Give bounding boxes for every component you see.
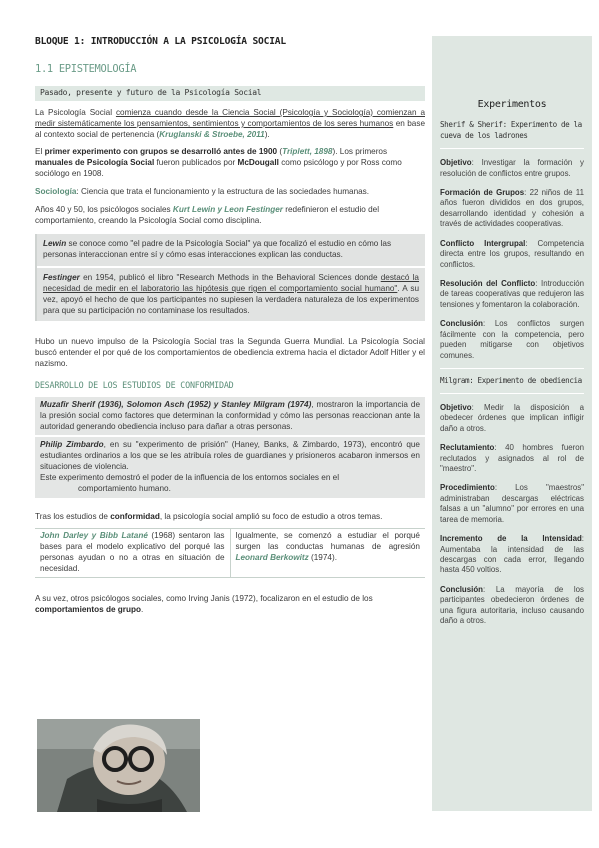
sherif-intergroup-conflict [440, 239, 584, 270]
paragraph-intro [35, 108, 425, 140]
text: , mostraron la importancia de la presión social como factores que determinan la conformidad y cómo las personas reaccionan ante la autoridad generando obediencia incluso para dañar a otras personas. [40, 399, 421, 431]
document-title: BLOQUE 1: INTRODUCCIÓN A LA PSICOLOGÍA SOCIAL [35, 36, 286, 47]
text: ). [264, 129, 270, 139]
citation: Leonard Berkowitz [235, 553, 309, 563]
text: ( [277, 147, 283, 157]
text: como psicólogo y por Ross como sociólogo en 1908. [35, 158, 402, 179]
item-text: : Los conflictos surgen fácilmente con la competencia, pero pueden mitigarse con objetivos comunes. [440, 319, 584, 360]
citation: Muzafir Sherif (1936), Solomon Asch (1952) y Stanley Milgram (1974) [40, 399, 312, 409]
item-text: : 22 niños de 11 años fueron divididos en dos grupos, desarrollando identidad y cohesión a través de actividades cooperativas. [440, 188, 584, 229]
milgram-intensity [440, 534, 584, 576]
text: Tras los estudios de [35, 511, 111, 521]
citation: Kurt Lewin y Leon Festinger [172, 204, 283, 214]
text: Este experimento demostró el poder de la influencia de los entornos sociales en el [40, 472, 340, 482]
item-label: Resolución del Conflicto [440, 278, 536, 288]
sidebar-title: Experimentos [477, 99, 547, 110]
milgram-recruitment [440, 443, 584, 474]
item-text: : Introducción de tareas cooperativas que redujeron las tensiones y fomentaron la colaboración. [440, 278, 584, 309]
paragraph-lewin-festinger [35, 205, 425, 227]
citation: John Darley y Bibb Latané [40, 531, 148, 541]
item-label: Incremento de la Intensidad [440, 534, 582, 544]
milgram-conclusion [440, 585, 584, 627]
item-label: Reclutamiento [440, 443, 495, 453]
text: La Psicología Social [35, 107, 116, 117]
item-label: Formación de Grupos [440, 188, 525, 198]
bold-text: primer experimento con grupos se desarrolló antes de 1900 [44, 147, 278, 157]
sherif-objective [440, 158, 584, 179]
text: ). Los primeros [332, 147, 388, 157]
lewin-note [37, 234, 425, 266]
section-title: 1.1 EPISTEMOLOGÍA [35, 62, 137, 75]
conformity-subheading: DESARROLLO DE LOS ESTUDIOS DE CONFORMIDAD [35, 379, 234, 390]
table-cell-berkowitz [230, 529, 425, 577]
festinger-note [37, 266, 425, 321]
table-cell-darley-latane [35, 529, 230, 577]
text: , la psicología social amplió su foco de estudio a otros temas. [159, 511, 383, 521]
sherif-conclusion [440, 319, 584, 361]
item-text: : 40 hombres fueron reclutados y asignados al rol de "maestro". [440, 443, 584, 474]
definition-term: Sociología [35, 186, 77, 196]
text: : Ciencia que trata el funcionamiento y la estructura de las sociedades humanas. [76, 186, 370, 196]
citation: Kruglanski & Stroebe, 2011 [159, 129, 265, 139]
experiments-sidebar [432, 36, 592, 811]
milgram-procedure [440, 483, 584, 525]
section-band-heading: Pasado, presente y futuro de la Psicología Social [35, 86, 425, 101]
item-text: : Medir la disposición a obedecer órdenes que implican infligir daño a otros. [440, 402, 584, 433]
text: Años 40 y 50, los psicólogos sociales [35, 204, 173, 214]
text: en 1954, publicó el libro "Research Methods in the Behavioral Sciences donde [79, 273, 381, 283]
item-text: : Investigar la formación y resolución de conflictos entre grupos. [440, 158, 584, 178]
text: se conoce como "el padre de la Psicología Social" ya que focalizó el estudio en cómo las personas interaccionan entre sí y cómo esas interacciones explican las conductas. [43, 239, 392, 260]
citation: Festinger [43, 273, 80, 283]
milgram-objective [440, 403, 584, 434]
text: A su vez, otros psicólogos sociales, como Irving Janis (1972), focalizaron en el estudio de los [35, 593, 373, 603]
citation: Philip Zimbardo [40, 440, 104, 450]
item-text: : La mayoría de los participantes obedecieron órdenes de una figura autoritaria, incluso causando daño a otros. [440, 584, 584, 626]
portrait-photo-drawing [37, 719, 200, 812]
text: en base al contexto social de pertenencia ( [35, 118, 425, 139]
item-label: Objetivo [440, 402, 472, 412]
paragraph-first-experiment [35, 147, 425, 179]
paragraph-group-behaviour [35, 594, 425, 616]
text: Igualmente, se comenzó a estudiar el porqué surgen las conductas humanas de agresión [235, 531, 420, 552]
citation: Triplett, 1898 [282, 147, 333, 157]
conformity-authors-box [35, 397, 425, 435]
text: comportamiento humano. [78, 483, 171, 493]
underlined-text: comienza cuando desde la Ciencia Social (Psicología y Sociología) comienzan a medir sistemáticamente los pensamientos, sentimientos y comportamientos de los seres humanos [35, 107, 425, 128]
divider [440, 148, 584, 149]
bold-text: manuales de Psicología Social [35, 158, 155, 168]
item-text: : Aumentaba la intensidad de las descargas con cada error, llegando hasta 450 voltios. [440, 534, 584, 575]
main-column [35, 36, 425, 615]
item-label: Procedimiento [440, 483, 495, 493]
item-text: : Los "maestros" administraban descargas eléctricas falsas a un "alumno" por errores en una tarea de memoria. [440, 483, 584, 524]
sherif-group-formation [440, 188, 584, 230]
divider [440, 393, 584, 394]
item-label: Conclusión [440, 584, 483, 594]
text: El [35, 147, 45, 157]
text: fueron publicados por [154, 158, 238, 168]
item-text: : Competencia directa entre los grupos, resultando en conflictos. [440, 238, 584, 269]
zimbardo-box [35, 437, 425, 497]
text: (1974). [308, 553, 337, 563]
experiment-milgram-title: Milgram: Experimento de obediencia [440, 375, 582, 385]
paragraph-sociology-definition [35, 187, 425, 198]
paragraph-post-war: Hubo un nuevo impulso de la Psicología Social tras la Segunda Guerra Mundial. La Psicología Social buscó entender el por qué de los comportamientos de obediencia extrema hacia el dictador Adolf Hitler y el nazismo. [35, 337, 425, 369]
item-label: Objetivo [440, 158, 472, 168]
bold-text: McDougall [237, 158, 279, 168]
text: redefinieron el estudio del comportamiento, creando la Psicología Social como disciplina. [35, 204, 380, 225]
sherif-resolution [440, 279, 584, 310]
underlined-text: destacó la necesidad de medir en el laboratorio las hipótesis que rigen el comportamiento social humano" [43, 273, 419, 293]
paragraph-conformity [35, 512, 425, 523]
experiment-sherif-title: Sherif & Sherif: Experimento de la cueva de los ladrones [440, 120, 582, 141]
bold-text: conformidad [110, 511, 160, 521]
text: . [141, 604, 144, 614]
two-column-table [35, 528, 425, 577]
bold-text: comportamientos de grupo [35, 604, 141, 614]
text: (1968) sentaron las bases para el modelo explicativo del porqué las personas ayudan o no a otras en situación de necesidad. [40, 531, 225, 573]
item-label: Conflicto Intergrupal [440, 238, 526, 248]
text: , en su "experimento de prisión" (Haney, Banks, & Zimbardo, 1973), encontró que estudiantes ordinarios a los que se les atribuía roles de guardianes y prisioneros acabaron inmersos en situaciones de violencia. [40, 440, 420, 472]
text: . A su vez, apoyó el hecho de que los participantes no supiesen la verdadera naturaleza de los experimentos para que su participación no contaminase los resultados. [43, 283, 420, 315]
divider [440, 368, 584, 369]
lewin-festinger-box [35, 234, 425, 321]
portrait-photo [37, 719, 200, 812]
citation: Lewin [43, 239, 67, 249]
item-label: Conclusión [440, 319, 483, 329]
